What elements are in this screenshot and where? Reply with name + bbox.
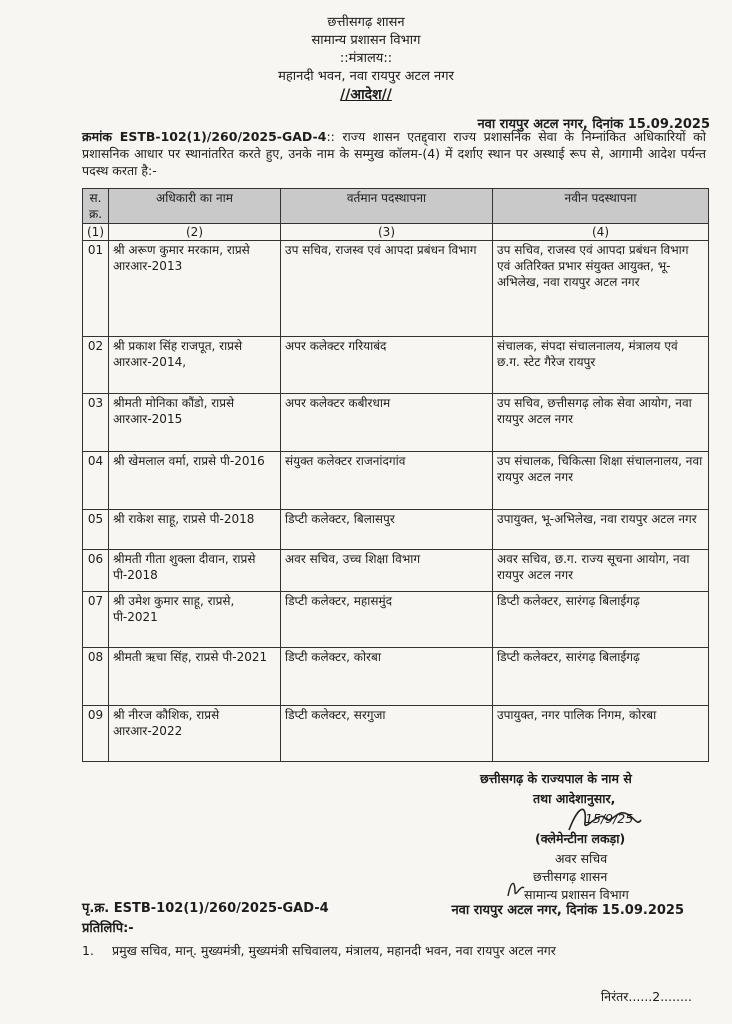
table-header-row (83, 189, 709, 224)
continued-marker: निरंतर......2........ (600, 989, 692, 1004)
column-number: (1) (83, 224, 109, 241)
officer-name-cell: श्रीमती ऋचा सिंह, राप्रसे पी-2021 (109, 648, 281, 706)
officer-name-cell: श्री नीरज कौशिक, राप्रसे आरआर-2022 (109, 706, 281, 762)
header-new-posting: नवीन पदस्थापना (493, 189, 709, 224)
current-posting-cell: डिप्टी कलेक्टर, बिलासपुर (281, 510, 493, 550)
table-row (83, 592, 709, 648)
serial-cell: 01 (83, 241, 109, 337)
serial-cell: 03 (83, 394, 109, 452)
current-posting-cell: अवर सचिव, उच्च शिक्षा विभाग (281, 550, 493, 592)
copies-label: प्रतिलिपि:- (82, 921, 134, 936)
table-row (83, 706, 709, 762)
officer-name-cell: श्री राकेश साहू, राप्रसे पी-2018 (109, 510, 281, 550)
signatory-name: (क्लेमेन्टीना लकड़ा) (535, 831, 626, 846)
order-intro (82, 128, 706, 179)
column-number: (3) (281, 224, 493, 241)
officer-name-cell: श्री उमेश कुमार साहू, राप्रसे, पी-2021 (109, 592, 281, 648)
current-posting-cell: डिप्टी कलेक्टर, महासमुंद (281, 592, 493, 648)
table-row (83, 510, 709, 550)
new-posting-cell: डिप्टी कलेक्टर, सारंगढ़ बिलाईगढ़ (493, 592, 709, 648)
current-posting-cell: संयुक्त कलेक्टर राजनांदगांव (281, 452, 493, 510)
endorsement-date: नवा रायपुर अटल नगर, दिनांक 15.09.2025 (451, 903, 684, 918)
new-posting-cell: उपायुक्त, भू-अभिलेख, नवा रायपुर अटल नगर (493, 510, 709, 550)
table-row (83, 550, 709, 592)
signature-date: 15/9/25 (585, 811, 634, 826)
header-officer-name: अधिकारी का नाम (109, 189, 281, 224)
column-number-row (83, 224, 709, 241)
current-posting-cell: उप सचिव, राजस्व एवं आपदा प्रबंधन विभाग (281, 241, 493, 337)
endorsement-reference: पृ.क्र. ESTB-102(1)/260/2025-GAD-4 (82, 901, 329, 916)
header-address: महानदी भवन, नवा रायपुर अटल नगर (278, 69, 454, 84)
officer-name-cell: श्री अरूण कुमार मरकाम, राप्रसे आरआर-2013 (109, 241, 281, 337)
signature-authority-line: छत्तीसगढ़ के राज्यपाल के नाम से (480, 771, 632, 786)
header-department: सामान्य प्रशासन विभाग (311, 33, 421, 48)
new-posting-cell: उप सचिव, राजस्व एवं आपदा प्रबंधन विभाग एवं अतिरिक्त प्रभार संयुक्त आयुक्त, भू-अभिलेख, नवा रायपुर अटल नगर (493, 241, 709, 337)
new-posting-cell: उप संचालक, चिकित्सा शिक्षा संचालनालय, नवा रायपुर अटल नगर (493, 452, 709, 510)
table-row (83, 337, 709, 394)
table-row (83, 452, 709, 510)
officer-name-cell: श्री प्रकाश सिंह राजपूत, राप्रसे आरआर-2014, (109, 337, 281, 394)
table-row (83, 394, 709, 452)
current-posting-cell: डिप्टी कलेक्टर, सरगुजा (281, 706, 493, 762)
order-date: नवा रायपुर अटल नगर, दिनांक 15.09.2025 (477, 117, 710, 132)
order-reference: क्रमांक ESTB-102(1)/260/2025-GAD-4 (82, 129, 327, 144)
serial-cell: 07 (83, 592, 109, 648)
serial-cell: 08 (83, 648, 109, 706)
serial-cell: 05 (83, 510, 109, 550)
signatory-government: छत्तीसगढ़ शासन (533, 869, 608, 884)
signatory-department: सामान्य प्रशासन विभाग (524, 887, 629, 902)
new-posting-cell: अवर सचिव, छ.ग. राज्य सूचना आयोग, नवा रायपुर अटल नगर (493, 550, 709, 592)
serial-cell: 09 (83, 706, 109, 762)
current-posting-cell: अपर कलेक्टर गरियाबंद (281, 337, 493, 394)
header-serial: स.क्र. (83, 189, 109, 224)
order-title: //आदेश// (340, 87, 392, 103)
transfer-table (82, 188, 709, 762)
officer-name-cell: श्रीमती मोनिका कौंडो, राप्रसे आरआर-2015 (109, 394, 281, 452)
serial-cell: 04 (83, 452, 109, 510)
column-number: (2) (109, 224, 281, 241)
document-header (0, 14, 732, 104)
new-posting-cell: उपायुक्त, नगर पालिक निगम, कोरबा (493, 706, 709, 762)
officer-name-cell: श्री खेमलाल वर्मा, राप्रसे पी-2016 (109, 452, 281, 510)
officer-name-cell: श्रीमती गीता शुक्ला दीवान, राप्रसे पी-2018 (109, 550, 281, 592)
header-government: छत्तीसगढ़ शासन (327, 15, 405, 30)
copy-item-number: 1. (82, 943, 94, 958)
header-current-posting: वर्तमान पदस्थापना (281, 189, 493, 224)
current-posting-cell: अपर कलेक्टर कबीरधाम (281, 394, 493, 452)
column-number: (4) (493, 224, 709, 241)
table-row (83, 241, 709, 337)
serial-cell: 02 (83, 337, 109, 394)
current-posting-cell: डिप्टी कलेक्टर, कोरबा (281, 648, 493, 706)
new-posting-cell: उप सचिव, छत्तीसगढ़ लोक सेवा आयोग, नवा रायपुर अटल नगर (493, 394, 709, 452)
new-posting-cell: डिप्टी कलेक्टर, सारंगढ़ बिलाईगढ़ (493, 648, 709, 706)
signatory-designation: अवर सचिव (555, 851, 608, 866)
copy-item-text: प्रमुख सचिव, मान्. मुख्यमंत्री, मुख्यमंत्री सचिवालय, मंत्रालय, महानदी भवन, नवा रायपुर अटल नगर (112, 943, 556, 958)
copy-item (82, 942, 722, 959)
signature-order-line: तथा आदेशानुसार, (533, 791, 616, 806)
new-posting-cell: संचालक, संपदा संचालनालय, मंत्रालय एवं छ.ग. स्टेट गैरेज रायपुर (493, 337, 709, 394)
table-row (83, 648, 709, 706)
header-ministry: ::मंत्रालय:: (339, 51, 393, 66)
serial-cell: 06 (83, 550, 109, 592)
order-intro-text: :: राज्य शासन एतद्द्वारा राज्य प्रशासनिक सेवा के निम्नांकित अधिकारियों को प्रशासनिक आधार पर स्थानांतरित करते हुए, उनके नाम के सम्मुख कॉलम-(4) में दर्शाए स्थान पर अस्थाई रूप से, आगामी आदेश पर्यन्त पदस्थ करता है:- (82, 129, 706, 178)
